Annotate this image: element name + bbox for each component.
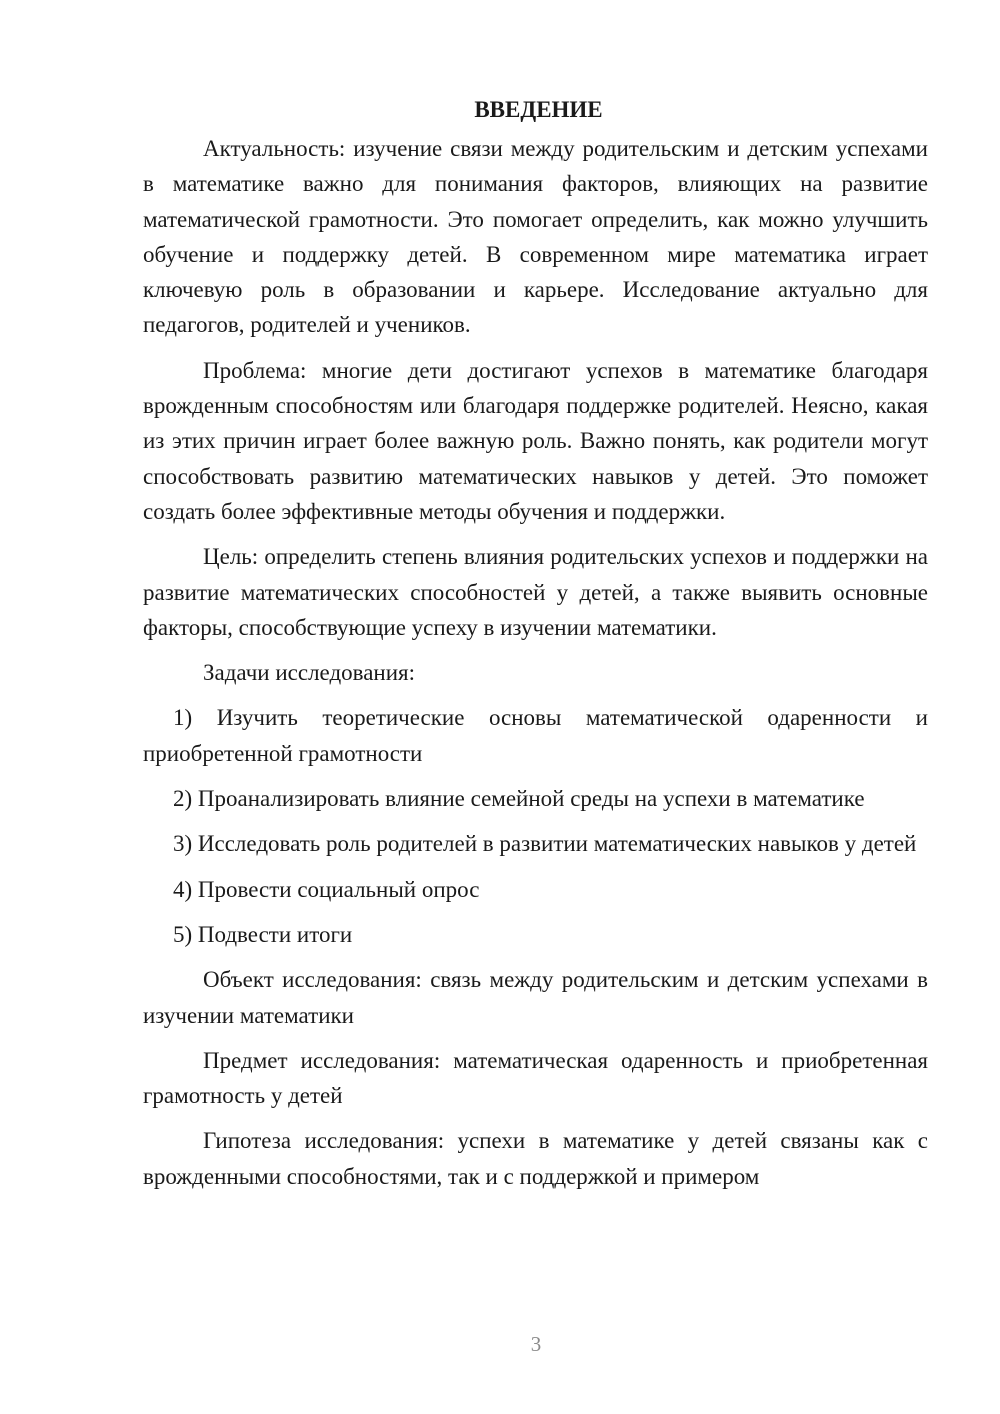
section-title: ВВЕДЕНИЕ [474,97,603,122]
task-item-3: 3) Исследовать роль родителей в развитии математических навыков у детей [173,831,917,857]
paragraph-object: Объект исследования: связь между родительским и детским успехами в изучении математики [143,967,928,1028]
paragraph-subject: Предмет исследования: математическая одаренность и приобретенная грамотность у детей [143,1047,928,1109]
task-item-4: 4) Провести социальный опрос [173,876,480,902]
task-item-1: 1) Изучить теоретические основы математической одаренности и приобретенной грамотности [143,705,928,766]
document-page [143,92,928,1204]
task-item-2: 2) Проанализировать влияние семейной среды на успехи в математике [173,786,865,812]
page-number: 3 [530,1332,542,1356]
paragraph-problem: Проблема: многие дети достигают успехов в математике благодаря врожденным способностям или благодаря поддержке родителей. Неясно, какая из этих причин играет более важную роль. Важно понять, как родители могут способствовать развитию математических навыков у детей. Это поможет создать более эффективные методы обучения и поддержки. [143,357,928,524]
paragraph-hypothesis: Гипотеза исследования: успехи в математике у детей связаны как с врожденными способностями, так и с поддержкой и примером [143,1128,928,1189]
task-item-5: 5) Подвести итоги [173,921,353,947]
tasks-heading: Задачи исследования: [203,660,416,686]
paragraph-relevance: Актуальность: изучение связи между родительским и детским успехами в математике важно для понимания факторов, влияющих на развитие математической грамотности. Это помогает определить, как можно улучшить обучение и поддержку детей. В современном мире математика играет ключевую роль в образовании и карьере. Исследование актуально для педагогов, родителей и учеников. [143,136,928,338]
paragraph-goal: Цель: определить степень влияния родительских успехов и поддержки на развитие математических способностей у детей, а также выявить основные факторы, способствующие успеху в изучении математики. [143,544,928,640]
